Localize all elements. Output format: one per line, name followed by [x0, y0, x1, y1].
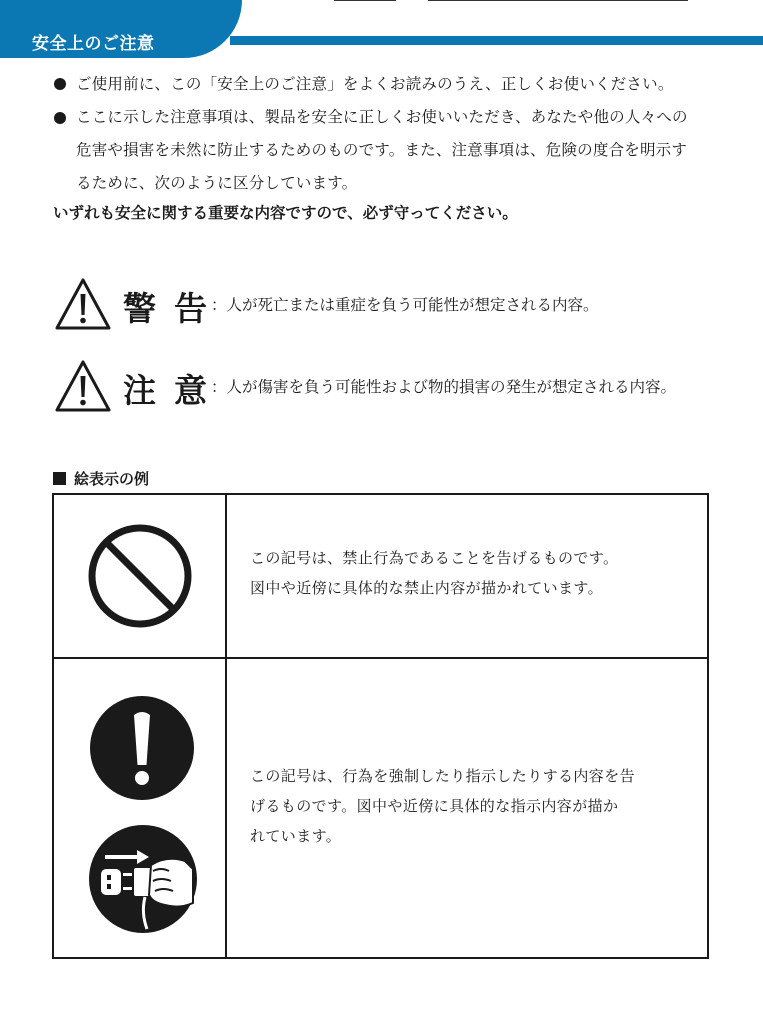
intro-bullet-2-line: るために、次のように区分しています。 — [76, 174, 358, 192]
examples-heading — [53, 468, 149, 489]
warning-row — [54, 277, 744, 335]
mandatory-description-line: この記号は、行為を強制したり指示したりする内容を告 — [250, 767, 636, 785]
caution-row — [54, 359, 754, 417]
warning-triangle-icon — [54, 277, 112, 331]
warning-description: ：人が死亡または重症を負う可能性が想定される内容。 — [211, 296, 599, 314]
intro-bullet-2-line: 危害や損害を未然に防止するためのものです。また、注意事項は、危険の度合を明示す — [76, 141, 688, 159]
prohibition-description-line: 図中や近傍に具体的な禁止内容が描かれています。 — [250, 579, 604, 597]
bullet-dot — [54, 78, 66, 90]
square-bullet-icon — [53, 472, 66, 485]
prohibition-description-line: この記号は、禁止行為であることを告げるものです。 — [250, 549, 619, 567]
caution-label: 注意 — [123, 371, 225, 410]
mandatory-description — [250, 761, 700, 851]
page-title: 安全上のご注意 — [32, 34, 155, 54]
table-divider-horizontal — [54, 657, 707, 659]
mandatory-exclamation-icon — [89, 695, 195, 801]
bullet-dot — [54, 112, 66, 124]
intro-bullet-2-line: ここに示した注意事項は、製品を安全に正しくお使いいただき、あなたや他の人々への — [76, 108, 688, 126]
top-rule-right — [428, 0, 688, 1]
important-note: いずれも安全に関する重要な内容ですので、必ず守ってください。 — [53, 204, 518, 222]
prohibition-icon — [87, 523, 193, 629]
top-rule-left — [334, 0, 396, 1]
mandatory-description-line: げるものです。図中や近傍に具体的な指示内容が描か — [250, 797, 619, 815]
table-divider-vertical — [225, 495, 227, 957]
examples-heading-label: 絵表示の例 — [74, 470, 150, 488]
caution-triangle-icon — [54, 359, 112, 413]
caution-description: ：人が傷害を負う可能性および物的損害の発生が想定される内容。 — [211, 378, 677, 396]
warning-label: 警告 — [123, 289, 225, 328]
examples-table — [52, 493, 709, 959]
intro-bullet-2 — [76, 101, 741, 200]
mandatory-description-line: れています。 — [250, 827, 342, 845]
prohibition-description — [250, 543, 700, 603]
unplug-icon — [89, 825, 197, 933]
intro-bullet-1: ご使用前に、この「安全上のご注意」をよくお読みのうえ、正しくお使いください。 — [76, 75, 674, 93]
header-bar — [230, 36, 763, 45]
